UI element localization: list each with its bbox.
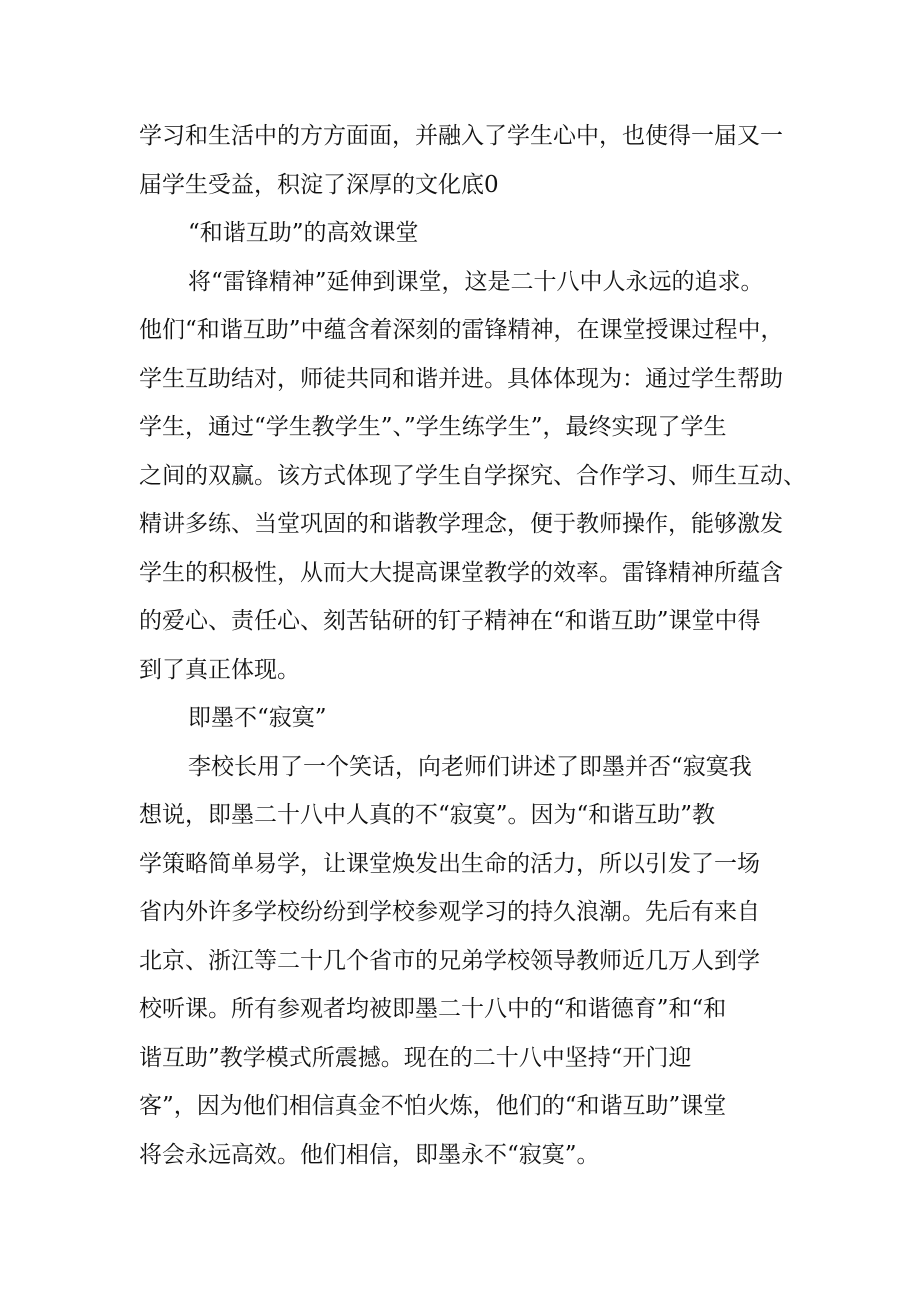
text-line: 到了真正体现。 [139, 656, 300, 683]
text-line: 学生，通过“学生教学生”、”学生练学生”，最终实现了学生 [139, 414, 727, 440]
text-line: 届学生受益，积淀了深厚的文化底0 [139, 171, 499, 198]
text-line: 学生的积极性，从而大大提高课堂教学的效率。雷锋精神所蕴含 [139, 559, 783, 586]
text-line: 精讲多练、当堂巩固的和谐教学理念，便于教师操作，能够激发 [139, 511, 783, 537]
text-line: 学习和生活中的方方面面，并融入了学生心中，也使得一届又一 [139, 123, 783, 149]
section-heading: “和谐互助”的高效课堂 [188, 220, 419, 246]
text-line: 北京、浙江等二十几个省市的兄弟学校领导教师近几万人到学 [139, 947, 760, 974]
text-line: 学策略简单易学，让课堂焕发出生命的活力，所以引发了一场 [139, 850, 760, 877]
paragraph-start: 李校长用了一个笑话，向老师们讲述了即墨并否“寂寞我 [188, 753, 752, 780]
text-line: 校听课。所有参观者均被即墨二十八中的“和谐德育”和“和 [139, 996, 727, 1022]
text-line: 客”，因为他们相信真金不怕火炼，他们的“和谐互助”课堂 [139, 1093, 727, 1119]
text-line: 想说，即墨二十八中人真的不“寂寞”。因为“和谐互助”教 [139, 802, 716, 828]
paragraph-start: 将“雷锋精神”延伸到课堂，这是二十八中人永远的追求。 [188, 268, 764, 295]
text-line: 学生互助结对，师徒共同和谐并进。具体体现为：通过学生帮助 [139, 365, 783, 392]
text-line: 的爱心、责任心、刻苦钻研的钉子精神在“和谐互助”课堂中得 [139, 608, 761, 634]
text-line: 将会永远高效。他们相信，即墨永不“寂寞”。 [139, 1141, 600, 1168]
document-body [139, 112, 806, 1179]
text-line: 谐互助”教学模式所震撼。现在的二十八中坚持“开门迎 [139, 1044, 692, 1071]
section-heading: 即墨不“寂寞” [188, 705, 327, 731]
text-line: 之间的双赢。该方式体现了学生自学探究、合作学习、师生互动、 [139, 462, 806, 489]
text-line: 省内外许多学校纷纷到学校参观学习的持久浪潮。先后有来自 [139, 899, 760, 925]
text-line: 他们“和谐互助”中蕴含着深刻的雷锋精神，在课堂授课过程中， [139, 317, 784, 343]
